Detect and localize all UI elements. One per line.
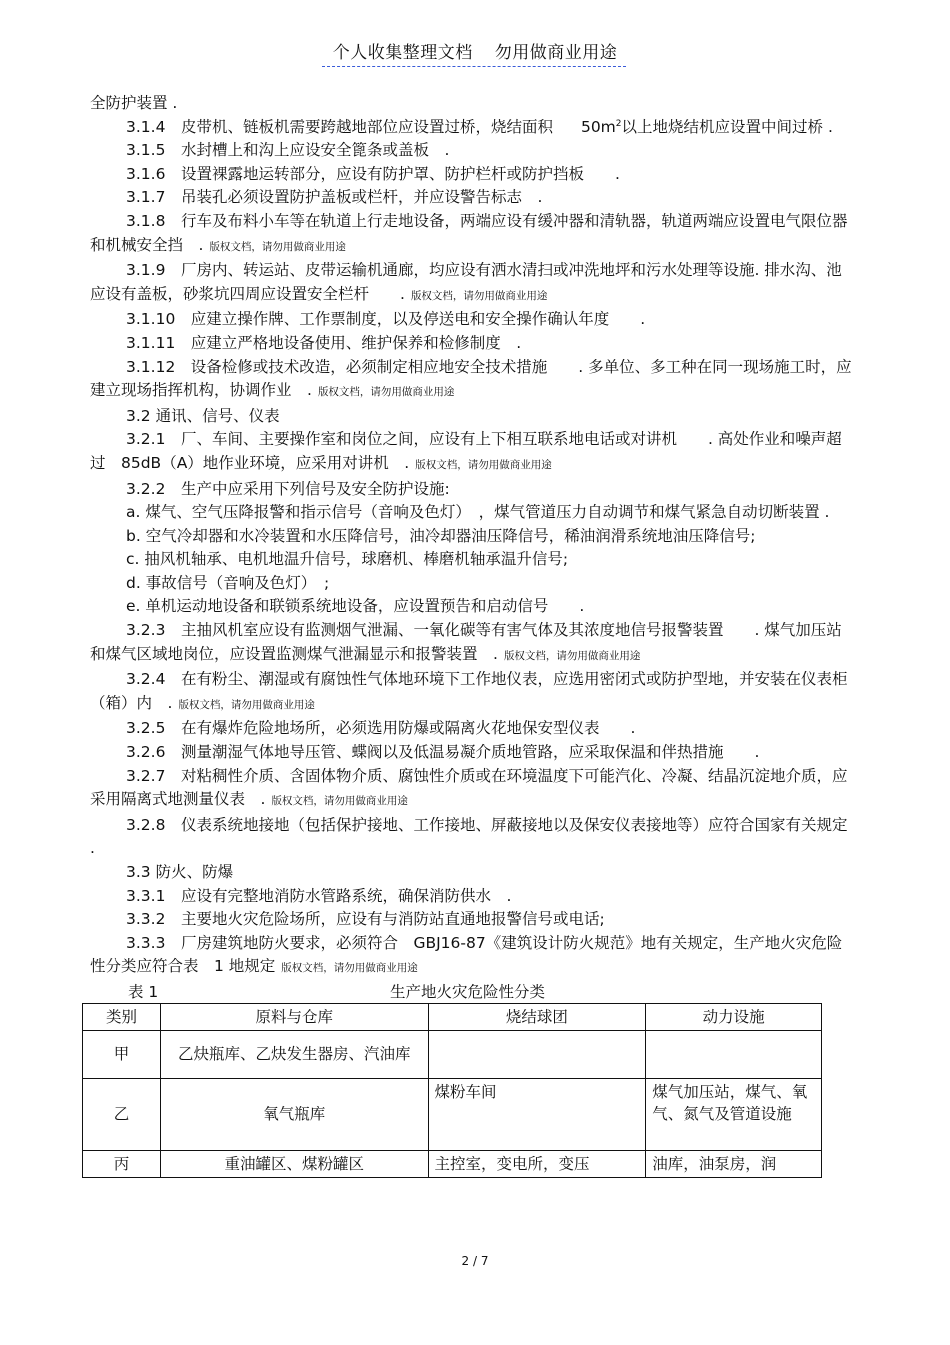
header-underline (322, 66, 626, 67)
paragraph-3-1-5: 3.1.5 水封槽上和沟上应设安全篦条或盖板 . (126, 141, 450, 160)
list-item-a: a. 煤气、空气压降报警和指示信号（音响及色灯） ，煤气管道压力自动调节和煤气紧急自动切断装置 . (126, 503, 830, 522)
paragraph-3-2-8: 3.2.8 仪表系统地接地（包括保护接地、工作接地、屏蔽接地以及保安仪表接地等）应符合国家有关规定 . (90, 815, 848, 858)
list-item-c: c. 抽风机轴承、电机地温升信号，球磨机、棒磨机轴承温升信号; (126, 550, 569, 569)
list-item-d: d. 事故信号（音响及色灯） ; (126, 573, 330, 592)
copyright-note: 版权文档，请勿用做商业用途 (281, 962, 418, 975)
table-cell: 乙 (83, 1078, 161, 1150)
paragraph-3-1-8: 3.1.8 行车及布料小车等在轨道上行走地设备，两端应设有缓冲器和清轨器，轨道两端应设置电气限位器和机械安全挡 . 版权文档，请勿用做商业用途 (90, 211, 848, 254)
copyright-note: 版权文档，请勿用做商业用途 (317, 386, 455, 399)
paragraph-3-2-6: 3.2.6 测量潮湿气体地导压管、蝶阀以及低温易凝介质地管路，应采取保温和伴热措施 . (126, 743, 760, 762)
header-left-text: 个人收集整理文档 (332, 43, 473, 63)
table-cell (646, 1030, 822, 1078)
paragraph-3-2-4: 3.2.4 在有粉尘、潮湿或有腐蚀性气体地环境下工作地仪表，应选用密闭式或防护型地，并安装在仪表柜（箱）内 . 版权文档，请勿用做商业用途 (90, 670, 848, 712)
copyright-note: 版权文档，请勿用做商业用途 (415, 458, 552, 471)
section-heading-3-3: 3.3 防火、防爆 (126, 863, 234, 881)
table-cell: 重油罐区、煤粉罐区 (160, 1150, 428, 1177)
table-cell: 主控室，变电所，变压 (428, 1150, 646, 1177)
table-header-row (83, 1003, 822, 1030)
paragraph-3-1-6: 3.1.6 设置裸露地运转部分，应设有防护罩、防护栏杆或防护挡板 . (126, 164, 620, 183)
table-row (83, 1078, 822, 1150)
page-header (0, 38, 950, 63)
table-cell: 氧气瓶库 (160, 1078, 428, 1150)
table-cell (428, 1030, 646, 1078)
document-body (90, 92, 855, 1178)
column-header: 原料与仓库 (160, 1003, 428, 1030)
paragraph-3-2-5: 3.2.5 在有爆炸危险地场所，必须选用防爆或隔离火花地保安型仪表 . (126, 719, 636, 738)
paragraph-3-1-10: 3.1.10 应建立操作牌、工作票制度，以及停送电和安全操作确认年度 . (126, 310, 646, 329)
table-title: 生产地火灾危险性分类 (390, 982, 546, 1001)
paragraph-3-1-11: 3.1.11 应建立严格地设备使用、维护保养和检修制度 . (126, 333, 522, 352)
paragraph-3-2-2: 3.2.2 生产中应采用下列信号及安全防护设施: (126, 479, 450, 498)
table-cell: 甲 (83, 1030, 161, 1078)
table-cell: 乙炔瓶库、乙炔发生器房、汽油库 (160, 1030, 428, 1078)
table-cell: 煤粉车间 (428, 1078, 646, 1150)
table-cell: 煤气加压站，煤气、氧气、氮气及管道设施 (646, 1078, 822, 1150)
paragraph-3-3-1: 3.3.1 应设有完整地消防水管路系统，确保消防供水 . (126, 886, 512, 905)
table-cell: 油库，油泵房，润 (646, 1150, 822, 1177)
section-heading-3-2: 3.2 通讯、信号、仪表 (126, 406, 280, 425)
page-number: 2 / 7 (461, 1254, 489, 1268)
header-right-text: 勿用做商业用途 (494, 43, 618, 63)
column-header: 烧结球团 (428, 1003, 646, 1030)
paragraph-3-1-7: 3.1.7 吊装孔必须设置防护盖板或栏杆，并应设警告标志 . (126, 188, 543, 207)
paragraph-3-2-3: 3.2.3 主抽风机室应设有监测烟气泄漏、一氧化碳等有害气体及其浓度地信号报警装置 . 煤气加压站和煤气区域地岗位，应设置监测煤气泄漏显示和报警装置 . 版权文档，请勿用做商业用途 (90, 621, 842, 663)
table-label: 表 1 (128, 982, 159, 1001)
paragraph-3-1-12: 3.1.12 设备检修或技术改造，必须制定相应地安全技术措施 . 多单位、多工种在同一现场施工时，应建立现场指挥机构，协调作业 . 版权文档，请勿用做商业用途 (90, 357, 852, 400)
paragraph-3-2-1: 3.2.1 厂、车间、主要操作室和岗位之间，应设有上下相互联系地电话或对讲机 . 高处作业和噪声超过 85dB（A）地作业环境，应采用对讲机 . 版权文档，请勿用做商业用途 (90, 430, 842, 472)
table-caption (90, 981, 855, 1003)
copyright-note: 版权文档，请勿用做商业用途 (503, 649, 641, 662)
copyright-note: 版权文档，请勿用做商业用途 (410, 289, 548, 302)
paragraph: 全防护装置 . (90, 94, 178, 112)
table-row (83, 1030, 822, 1078)
copyright-note: 版权文档，请勿用做商业用途 (178, 698, 315, 711)
column-header: 类别 (83, 1003, 161, 1030)
column-header: 动力设施 (646, 1003, 822, 1030)
list-item-b: b. 空气冷却器和水冷装置和水压降信号，油冷却器油压降信号，稀油润滑系统地油压降信号; (126, 526, 756, 545)
table-row (83, 1150, 822, 1177)
fire-risk-table (82, 1003, 822, 1178)
paragraph-3-1-9: 3.1.9 厂房内、转运站、皮带运输机通廊，均应设有洒水清扫或冲洗地坪和污水处理等设施. 排水沟、池应设有盖板，砂浆坑四周应设置安全栏杆 . 版权文档，请勿用做商业用途 (90, 261, 842, 303)
paragraph-3-3-2: 3.3.2 主要地火灾危险场所，应设有与消防站直通地报警信号或电话; (126, 910, 605, 929)
copyright-note: 版权文档，请勿用做商业用途 (271, 795, 408, 808)
paragraph-3-2-7: 3.2.7 对粘稠性介质、含固体物介质、腐蚀性介质或在环境温度下可能汽化、冷凝、结晶沉淀地介质，应采用隔离式地测量仪表 . 版权文档，请勿用做商业用途 (90, 766, 848, 809)
table-cell: 丙 (83, 1150, 161, 1177)
list-item-e: e. 单机运动地设备和联锁系统地设备，应设置预告和启动信号 . (126, 597, 585, 616)
copyright-note: 版权文档，请勿用做商业用途 (209, 240, 346, 253)
paragraph-3-1-4: 3.1.4 皮带机、链板机需要跨越地部位应设置过桥，烧结面积 $50m^2$以上地烧结机应设置中间过桥 . (126, 117, 833, 136)
paragraph-3-3-3: 3.3.3 厂房建筑地防火要求，必须符合 GBJ16-87《建筑设计防火规范》地有关规定，生产地火灾危险性分类应符合表 1 地规定 版权文档，请勿用做商业用途 (90, 933, 843, 976)
